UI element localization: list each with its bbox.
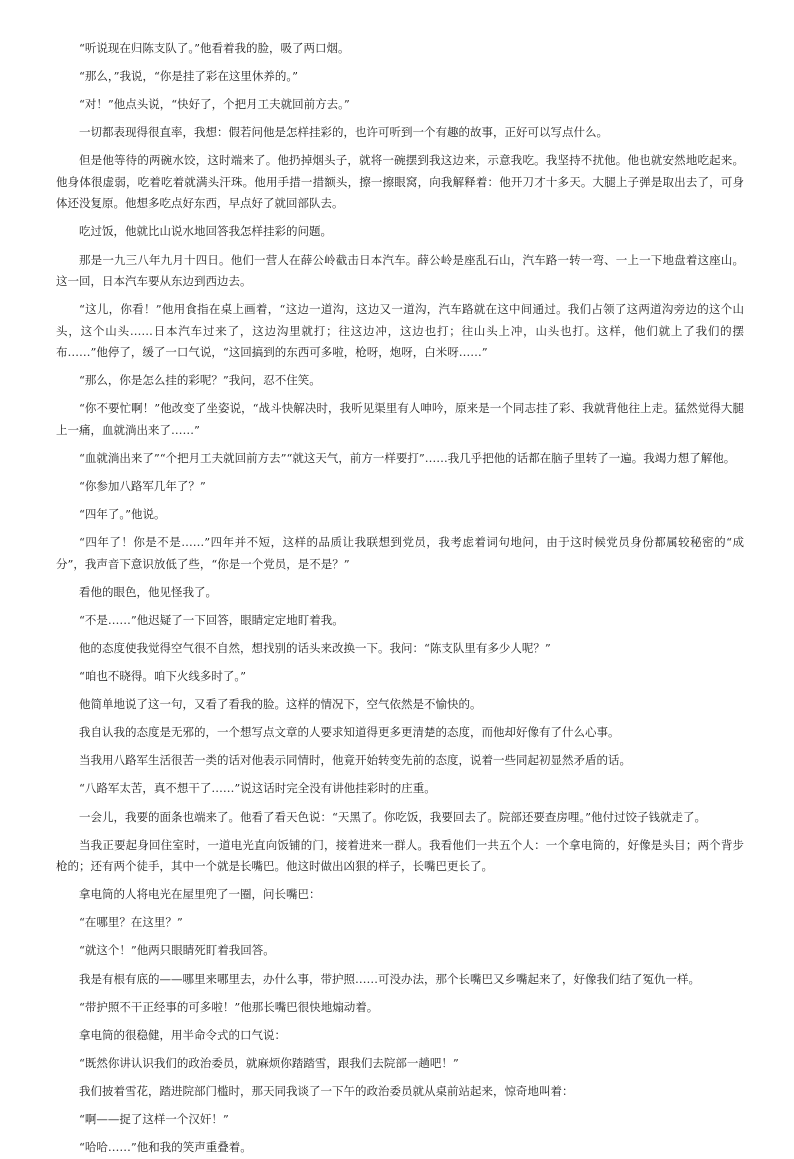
paragraph-26: “在哪里？在这里？” — [79, 915, 183, 930]
paragraph-21: 当我用八路军生活很苦一类的话对他表示同情时，他竟开始转变先前的态度，说着一些同起初显然矛盾的话。 — [79, 753, 631, 768]
paragraph-7: 那是一九三八年九月十四日。他们一营人在薛公岭截击日本汽车。薛公岭是座乱石山，汽车路一转一弯、一上一下地盘着这座山。这一回，日本汽车要从东边到西边去。 — [56, 252, 744, 289]
paragraph-17: 他的态度使我觉得空气很不自然，想找别的话头来改换一下。我问：“陈支队里有多少人呢？” — [79, 641, 551, 655]
paragraph-12: “你参加八路军几年了？” — [79, 479, 206, 494]
paragraph-14: “四年了！你是不是……”四年并不短，这样的品质让我联想到党员，我考虑着词句地问，由于这时候党员身份都属较秘密的“成分”，我声音下意识放低了些，“你是一个党员，是不是？” — [56, 535, 744, 571]
paragraph-6: 吃过饭，他就比山说水地回答我怎样挂彩的问题。 — [79, 224, 332, 239]
paragraph-27: “就这个！”他两只眼睛死盯着我回答。 — [79, 943, 275, 958]
paragraph-33: “啊——捉了这样一个汉奸！” — [79, 1112, 229, 1126]
paragraph-3: “对！”他点头说，“快好了，个把月工夫就回前方去。” — [79, 97, 350, 112]
paragraph-23: 一会儿，我要的面条也端来了。他看了看天色说：“天黑了。你吃饭，我要回去了。院部还要查房哩。”他付过饺子钱就走了。 — [79, 809, 707, 824]
paragraph-31: “既然你讲认识我们的政治委员，就麻烦你踏踏雪，跟我们去院部一趟吧！” — [79, 1055, 459, 1070]
paragraph-25: 拿电筒的人将电光在屋里兜了一圈，问长嘴巴： — [79, 887, 321, 902]
paragraph-9: “那么，你是怎么挂的彩呢？”我问，忍不住笑。 — [79, 373, 321, 388]
paragraph-28: 我是有根有底的——哪里来哪里去，办什么事，带护照……可没办法，那个长嘴巴又乡嘴起来了，好像我们结了冤仇一样。 — [79, 971, 700, 986]
paragraph-18: “咱也不晓得。咱下火线多时了。” — [79, 669, 247, 684]
paragraph-34: “哈哈……”他和我的笑声重叠着。 — [79, 1140, 252, 1155]
paragraph-15: 看他的眼色，他见怪我了。 — [79, 584, 217, 599]
paragraph-2: “那么，”我说，“你是挂了彩在这里休养的。” — [79, 69, 299, 84]
paragraph-19: 他简单地说了这一句，又看了看我的脸。这样的情况下，空气依然是不愉快的。 — [79, 697, 482, 712]
paragraph-5: 但是他等待的两碗水饺，这时端来了。他扔掉烟头子，就将一碗摆到我这边来，示意我吃。我坚持不扰他。他也就安然地吃起来。他身体很虚弱，吃着吃着就满头汗珠。他用手措一措额头，擦一擦眼窝，向我解释着：他开刀才十多天。大腿上子弹是取出去了，可身体还没复原。他想多吃点好东西，早点好了就回部队去。 — [56, 153, 744, 211]
paragraph-11: “血就淌出来了”“个把月工夫就回前方去”“就这天气，前方一样要打”……我几乎把他的话都在脑子里转了一遍。我竭力想了解他。 — [79, 450, 736, 465]
paragraph-16: “不是……”他迟疑了一下回答，眼睛定定地盯着我。 — [79, 612, 344, 627]
paragraph-8: “这儿，你看！”他用食指在桌上画着，“这边一道沟，这边又一道沟，汽车路就在这中间通过。我们占领了这两道沟旁边的这个山头，这个山头……日本汽车过来了，这边沟里就打；往这边冲，这边也打；往山头上冲，山头也打。这样，他们就上了我们的摆布……”他停了，缓了一口气说，“这回搞到的东西可多啦，枪呀，炮呀，白米呀……” — [56, 302, 744, 360]
paragraph-4: 一切都表现得很直率，我想：假若问他是怎样挂彩的，也许可听到一个有趣的故事，正好可以写点什么。 — [79, 125, 608, 140]
paragraph-10: “你不要忙啊！”他改变了坐姿说，“战斗快解决时，我听见渠里有人呻吟，原来是一个同志挂了彩、我就背他往上走。猛然觉得大腿上一痛，血就淌出来了……” — [56, 401, 744, 437]
paragraph-24: 当我正要起身回住室时，一道电光直向饭铺的门，接着进来一群人。我看他们一共五个人：一个拿电筒的，好像是头目；两个背步枪的；还有两个徒手，其中一个就是长嘴巴。他这时做出凶狠的样子，长嘴巴更长了。 — [56, 837, 744, 874]
paragraph-13: “四年了。”他说。 — [79, 507, 166, 522]
paragraph-32: 我们披着雪花，踏进院部门槛时，那天同我谈了一下午的政治委员就从桌前站起来，惊奇地叫着： — [79, 1083, 574, 1098]
paragraph-29: “带护照不干正经事的可多啦！”他那长嘴巴很快地煽动着。 — [79, 999, 379, 1014]
paragraph-22: “八路军太苦，真不想干了……”说这话时完全没有讲他挂彩时的庄重。 — [79, 781, 436, 796]
paragraph-30: 拿电筒的很稳健，用半命令式的口气说： — [79, 1027, 286, 1042]
paragraph-20: 我自认我的态度是无邪的，一个想写点文章的人要求知道得更多更清楚的态度，而他却好像有了什么心事。 — [79, 725, 620, 740]
paragraph-1: “听说现在归陈支队了。”他看着我的脸，吸了两口烟。 — [79, 41, 350, 55]
